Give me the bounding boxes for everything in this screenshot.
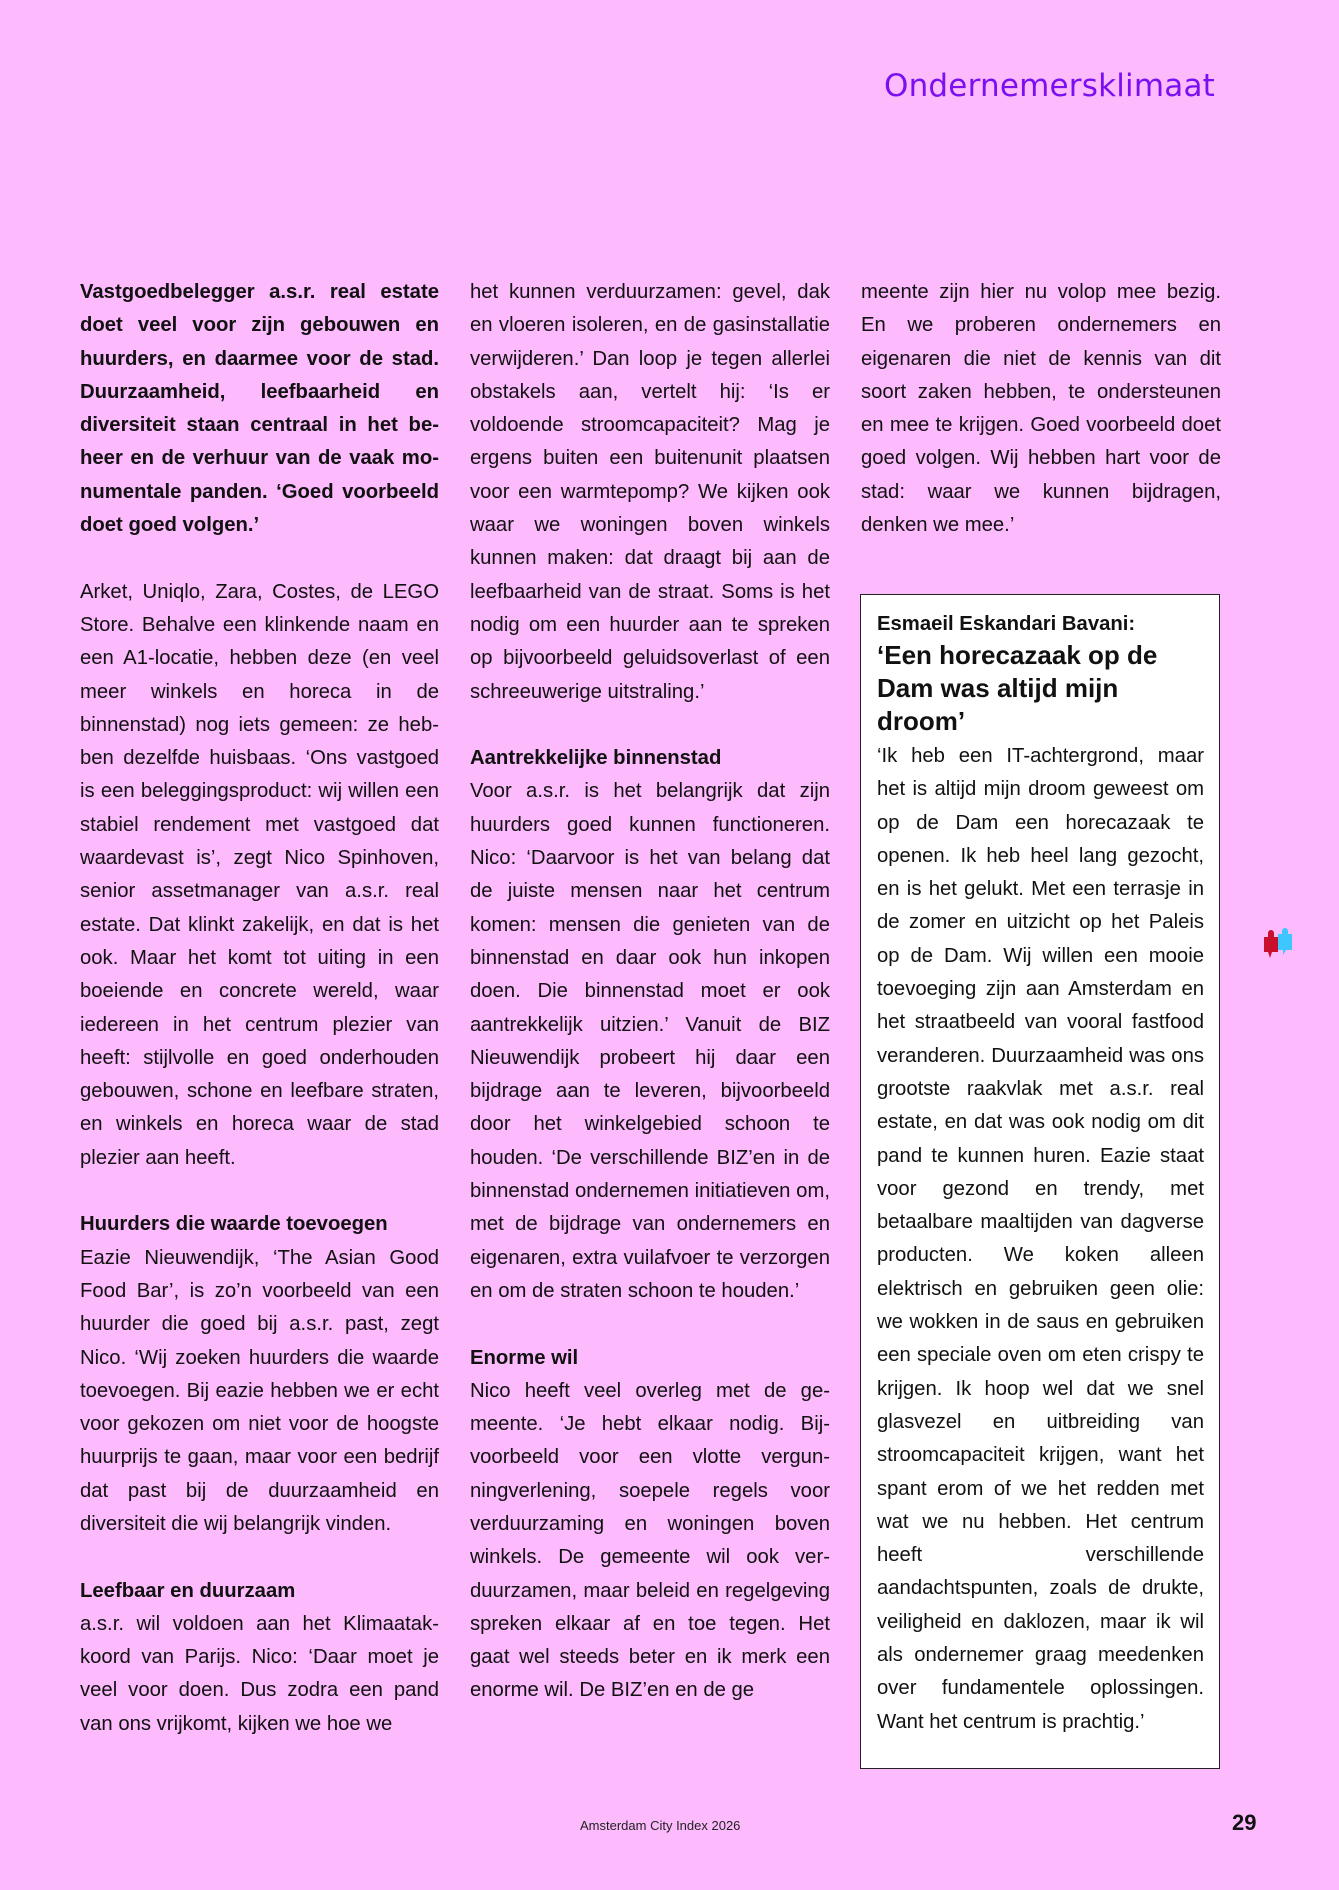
subheading-aantrekkelijk: Aantrekkelijke binnenstad xyxy=(470,747,722,770)
sidebar-headline: ‘Een horecazaak op de Dam was altijd mijn droom’ xyxy=(877,640,1158,736)
article-column-1 xyxy=(80,276,439,1741)
paragraph-gap xyxy=(80,1541,439,1574)
article-column-3 xyxy=(861,276,1221,542)
page-number: 29 xyxy=(1232,1810,1257,1835)
interviewee-name: Esmaeil Eskandari Bavani: xyxy=(877,613,1136,635)
article-column-2 xyxy=(470,276,830,1708)
paragraph-gap xyxy=(80,542,439,575)
paragraph-gap xyxy=(470,1308,830,1341)
paragraph: a.s.r. wil voldoen aan het Klimaatakkoord van Parijs. Nico: ‘Daar moet je veel voor doen. Dus zodra een pand van ons vrijkomt, kijken we hoe we xyxy=(80,1612,439,1735)
section-title: Ondernemersklimaat xyxy=(883,68,1215,104)
sidebar-body: ‘Ik heb een IT-achtergrond, maar het is altijd mijn droom geweest om op de Dam een horecazaak te openen. Ik heb heel lang gezocht, en is het gelukt. Met een terrasje in de zomer en uitzicht op het Paleis op de Dam. Wij willen een mooie toevoeging zijn aan Amsterdam en het straatbeeld van vooral fastfood veranderen. Duurzaamheid was ons grootste raakvlak met a.s.r. real estate, en dat was ook nodig om dit pand te kunnen huren. Eazie staat voor gezond en trendy, met betaalbare maaltijden van dagverse producten. We koken alleen elektrisch en gebruiken geen olie: we wokken in de saus en gebruiken een speciale oven om eten crispy te krijgen. Ik hoop wel dat we snel glasvezel en uitbreiding van stroomcapaciteit krijgen, want het spant erom of we het redden met wat we nu hebben. Het centrum heeft verschillende aandachtspunten, zoals de drukte, veiligheid en daklozen, maar ik wil als ondernemer graag meedenken over fundamentele oplossingen. Want het centrum is prachtig.’ xyxy=(877,745,1204,1733)
article-lead: Vastgoedbelegger a.s.r. real estate doet veel voor zijn gebouwen en huurders, en daarmee voor de stad. Duurzaamheid, leefbaarheid en diversiteit staan centraal in het beheer en de verhuur van de vaak monumentale panden. ‘Goed voorbeeld doet goed volgen.’ xyxy=(80,281,439,537)
paragraph: Eazie Nieuwendijk, ‘The Asian Good Food Bar’, is zo’n voorbeeld van een huurder die goed bij a.s.r. past, zegt Nico. ‘Wij zoeken huurders die waarde toevoegen. Bij eazie hebben we er echt voor gekozen om niet voor de hoogste huurprijs te gaan, maar voor een bedrijf dat past bij de duurzaamheid en diversiteit die wij belangrijk vinden. xyxy=(80,1246,439,1535)
speech-bubbles-logo-icon xyxy=(1260,928,1300,962)
subheading-enorme-wil: Enorme wil xyxy=(470,1346,579,1369)
article-intro: Arket, Uniqlo, Zara, Costes, de LEGO Store. Behalve een klinkende naam en een A1-locatie, hebben deze (en veel meer winkels en horeca in de binnenstad) nog iets gemeen: ze hebben dezelfde huisbaas. ‘Ons vastgoed is een beleggingsproduct: wij willen een stabiel rendement met vastgoed dat waardevast is’, zegt Nico Spinhoven, senior assetmanager van a.s.r. real estate. Dat klinkt zakelijk, en dat is het ook. Maar het komt tot uiting in een boeiende en concrete wereld, waar iedereen in het centrum plezier van heeft: stijlvolle en goed onderhouden gebouwen, schone en leefbare straten, en winkels en horeca waar de stad plezier aan heeft. xyxy=(80,580,439,1169)
paragraph: Voor a.s.r. is het belangrijk dat zijn huurders goed kunnen functioneren. Nico: ‘Daarvoor is het van belang dat de juiste mensen naar het centrum komen: mensen die genieten van de binnenstad en daar ook hun inkopen doen. Die binnenstad moet er ook aantrekkelijk uitzien.’ Vanuit de BIZ Nieuwendijk probeert hij daar een bijdrage aan te leveren, bijvoorbeeld door het winkelgebied schoon te houden. ‘De verschillende BIZ’en in de binnenstad ondernemen initiatieven om, met de bijdrage van ondernemers en eigenaren, extra vuilafvoer te verzorgen en om de straten schoon te houden.’ xyxy=(470,780,830,1302)
paragraph: meente zijn hier nu volop mee bezig. En we proberen ondernemers en eigenaren die niet de kennis van dit soort zaken hebben, te ondersteunen en mee te krijgen. Goed voorbeeld doet goed volgen. Wij hebben hart voor de stad: waar we kunnen bijdragen, denken we mee.’ xyxy=(861,281,1221,537)
subheading-huurders: Huurders die waarde toevoegen xyxy=(80,1213,388,1236)
paragraph-gap xyxy=(80,1175,439,1208)
footer-publication: Amsterdam City Index 2026 xyxy=(580,1818,741,1833)
interview-sidebar-box xyxy=(860,594,1220,1769)
paragraph-gap xyxy=(470,709,830,742)
paragraph: het kunnen verduurzamen: gevel, dak en vloeren isoleren, en de gasinstallatie verwijderen.’ Dan loop je tegen allerlei obstakels aan, vertelt hij: ‘Is er voldoende stroomcapaciteit? Mag je ergens buiten een buitenunit plaatsen voor een warmtepomp? We kijken ook waar we woningen boven winkels kunnen maken: dat draagt bij aan de leefbaarheid van de straat. Soms is het nodig om een huurder aan te spreken op bijvoorbeeld geluidsoverlast of een schreeuwerige uitstraling.’ xyxy=(470,281,830,703)
subheading-leefbaar: Leefbaar en duurzaam xyxy=(80,1579,296,1602)
paragraph: Nico heeft veel overleg met de gemeente. ‘Je hebt elkaar nodig. Bijvoorbeeld voor een vlotte vergunningverlening, soepele regels voor verduurzaming en woningen boven winkels. De gemeente wil ook verduurzamen, maar beleid en regelgeving spreken elkaar af en toe tegen. Het gaat wel steeds beter en ik merk een enorme wil. De BIZ’en en de ge xyxy=(470,1379,830,1702)
